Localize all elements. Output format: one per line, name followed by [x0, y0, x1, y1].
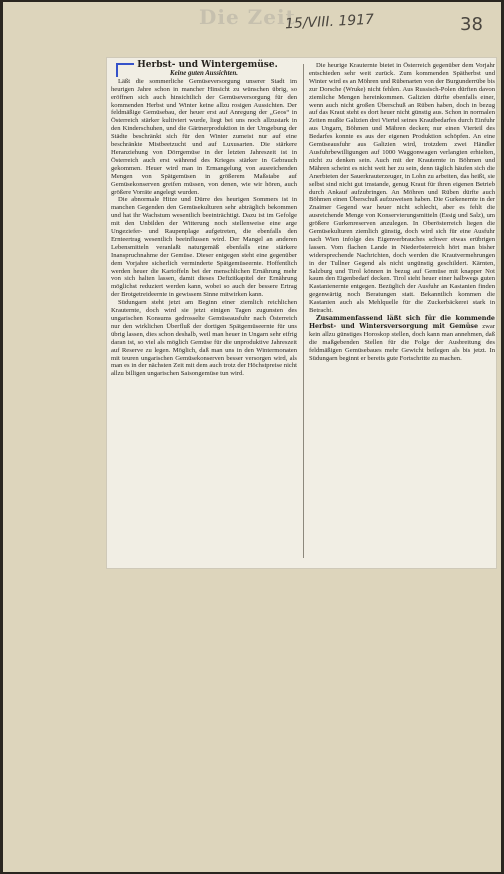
article-column-right — [309, 62, 495, 362]
summary-text: zwar kein allzu günstiges Horoskop stellen, doch kann man annehmen, daß die maßgebenden Stellen für die Folge der Ausbreitung des feldmäßigen Gemüsebaues mehr Gewicht beilegen als bis jetzt. In Südungarn beginnt er bereits gute Fortschritte zu machen. — [309, 322, 495, 362]
article-paragraph: Die heurige Krauternte bietet in Österreich gegenüber dem Vorjahr entschieden sehr weit zurück. Zum kommenden Spätherbst und Winter wird es an Möhren und Rübenarten von der Burgunderrübe bis zur Dorsche (Wruke) nicht fehlen. Aus Russisch-Polen dürften davon ziemliche Mengen hereinkommen. Galizien dürfte ebenfalls einer, wenn auch nicht großen Überschuß an Rüben haben, doch in bezug auf das Kraut steht es dort heuer nicht günstig aus. Schon in normalen Zeiten mußte Galizien drei Viertel seines Krautbedarfes durch Einfuhr aus Ungarn, Böhmen und Mähren decken; nur einen Vierteil des Bedarfes konnte es aus der eigenen Produktion schöpfen. An eine Gemüseausfuhr aus Galizien wird, trotzdem zwei Händler Ausfuhrbewilligungen auf 1000 Waggonwagen verlangten erhielten, nicht zu denken sein. Auch mit der Krauternte in Böhmen und Mähren scheint es nicht weit her zu sein, denn täglich häufen sich die Anerbieten der Sauerkrauterzeuger, in Lohn zu arbeiten, das heißt, sie selbst sind nicht gut imstande, genug Kraut für ihren eigenen Betrieb durch Ankauf aufzubringen. An Möhren und Rüben dürfte auch Böhmen einen Überschuß aufzuweisen haben. Die Gurkenernte in der Znaimer Gegend war heuer nicht schlecht, aber es fehlt die ausreichende Menge von Konservierungsmitteln (Essig und Salz), um größere Gurkenreserven anzulegen. In Oberösterreich liegen die Gemüsekulturen ziemlich günstig, doch wird sich für eine Ausfuhr nach Wien infolge des Eigenverbrauches schwer etwas erübrigen lassen. Vom flachen Lande in Niederösterreich hört man bisher widersprechende Nachrichten, doch werden die Krautvermehrungen in der Tullner Gegend als nicht ungünstig geschildert. Kärnten, Salzburg und Tirol können in bezug auf Gemüse mit knapper Not kaum den Eigenbedarf decken. Tirol sieht heuer einer halbwegs guten Kastanienernte entgegen. Bezüglich der Ausfuhr an Kastanien finden gegenwärtig noch Beratungen statt. Bekanntlich kommen die Kastanien auch als Mehlquelle für die Zuckerbäckerei stark in Betracht. — [309, 62, 495, 315]
article-paragraph: Südungarn steht jetzt am Beginn einer ziemlich reichlichen Krauternte, doch wird sie jetzt einigen Tagen zugunsten des ungarischen Konsums gedrosselte Gemüseausfuhr nach Österreich nur den wirklichen Überfluß der dortigen Spätgemüseernte für uns übrig lassen, dies schon deshalb, weil man heuer in Ungarn sehr eifrig daran ist, so viel als möglich Gemüse für die unproduktive Jahreszeit auf Reserve zu legen. Möglich, daß man uns in den Wintermonaten mit teuren ungarischen Gemüsekonserven besser versorgen wird, als man es in der nächsten Zeit mit dem auch trotz der Höchstpreise nicht allzu billigen ungarischen Saisongemüse tun wird. — [111, 299, 297, 378]
article-paragraph: Die abnormale Hitze und Dürre des heurigen Sommers ist in manchen Gegenden den Gemüsekulturen sehr abträglich bekommen und hat ihr Wachstum wesentlich beeinträchtigt. Dazu ist im Gefolge mit den Unbilden der Witterung noch stellenweise eine arge Ungeziefer- und Raupenplage aufgetreten, die ebenfalls den Ernteertrag wesentlich beeinflussen wird. Der Mangel an anderen Lebensmitteln veranlaßt naturgemäß ebenfalls eine stärkere Inanspruchnahme der Gemüse. Dieser entgegen steht eine gegenüber dem Vorjahre sicherlich verminderte Spätgemüseernte. Hoffentlich werden heuer die Kartoffeln bei der menschlichen Ernährung mehr von sich halten lassen, damit dieses Defizitkapitel der Ernährung möglichst reduziert werden kann, wobei so auch der bessere Ertrag der Brotgetreideernte in gewissem Sinne mitwirken kann. — [111, 196, 297, 299]
article-title: Herbst- und Wintergemüse. — [137, 60, 278, 70]
newspaper-clipping — [107, 58, 496, 568]
article-summary — [309, 315, 495, 362]
blue-pencil-mark — [116, 63, 134, 77]
archive-sheet — [3, 2, 501, 872]
article-subtitle: Keine guten Aussichten. — [170, 69, 238, 77]
handwritten-page-number: 38 — [460, 14, 483, 35]
summary-lead: Zusammenfassend läßt sich für die kommende Herbst- und Wintersversorgung mit Gemüse — [309, 314, 495, 330]
article-column-left — [111, 62, 297, 378]
column-divider — [303, 64, 304, 558]
newspaper-masthead: Die Zeit — [199, 5, 296, 29]
article-paragraph: Läßt die sommerliche Gemüseversorgung unserer Stadt im heurigen Jahre schon in mancher Hinsicht zu wünschen übrig, so eröffnen sich auch hinsichtlich der Gemüseversorgung für den kommenden Herbst und Winter keine allzu rosigen Aussichten. Der feldmäßige Gemüsebau, der heuer erst auf Anregung der „Geos“ in Österreich stärker kultiviert wurde, liegt bei uns noch allzustark in den Kinderschuhen, und die Gärtnerproduktion in der Umgebung der Städte beschränkt sich für den Winter zumeist nur auf eine beschränkte Mistbeetzucht und auf Luxusarten. Die stärkere Heranziehung von Dörrgemüse in der letzten Jahreszeit ist in Österreich auch erst während des Krieges stärker in Gebrauch gekommen. Heuer wird man in Ermangelung von ausreichenden Mengen von Spätgemüsen in größerem Maßstabe auf Gemüsekonserven greifen müssen, von denen, wie wir hören, auch größere Vorräte angelegt wurden. — [111, 77, 297, 196]
handwritten-date: 15/VIII. 1917 — [284, 11, 375, 33]
